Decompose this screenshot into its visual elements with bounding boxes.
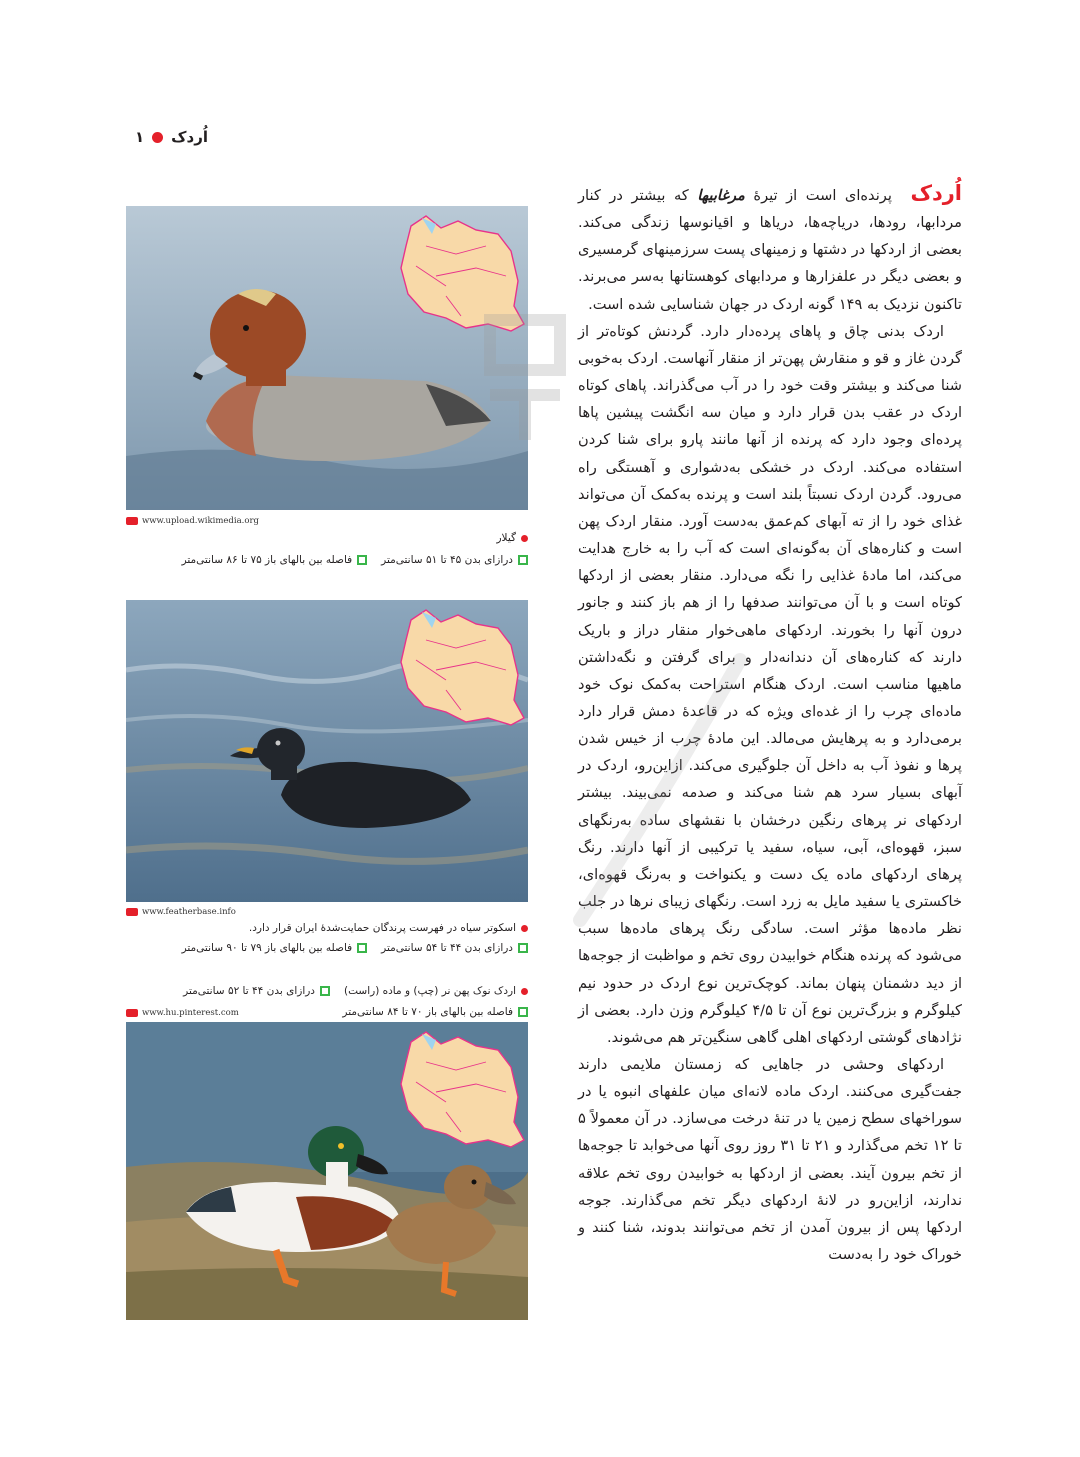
intro-emphasis: مرغابیها <box>697 187 745 204</box>
red-bullet-icon <box>521 535 528 542</box>
green-square-icon <box>518 1007 528 1017</box>
article-body <box>578 180 962 1268</box>
photo-black-scoter <box>126 600 528 902</box>
intro-after: که بیشتر در کنار مردابها، رودها، دریاچه‌ها، دریاها و اقیانوسها زندگی می‌کند. بعضی از اردکها در دشتها و زمینهای پست سرزمینهای گرمسیری و بعضی دیگر در علفزارها و مردابهای کوهستانها به‌سر می‌برند. تاکنون نزدیک به ۱۴۹ گونه اردک در جهان شناسایی شده است. <box>578 187 962 313</box>
header-title: اُردک <box>171 128 208 146</box>
photo-credit-1 <box>126 514 259 528</box>
body-length: درازای بدن ۴۵ تا ۵۱ سانتی‌متر <box>381 554 513 566</box>
green-square-icon <box>357 555 367 565</box>
camera-icon <box>126 517 138 525</box>
green-square-icon <box>518 943 528 953</box>
caption-3-line-2 <box>342 1004 528 1020</box>
photo-credit-2 <box>126 905 236 919</box>
page-number: ۱ <box>135 128 145 146</box>
species-name: اردک نوک پهن نر (چپ) و ماده (راست) <box>344 985 516 997</box>
green-square-icon <box>357 943 367 953</box>
wingspan: فاصله بین بالهای باز ۷۰ تا ۸۴ سانتی‌متر <box>342 1006 513 1018</box>
credit-text: www.featherbase.info <box>142 907 236 917</box>
photo-wigeon <box>126 206 528 510</box>
caption-2-name <box>249 920 528 936</box>
article-intro <box>578 180 962 318</box>
camera-icon <box>126 1009 138 1017</box>
caption-3-line-1 <box>183 983 528 999</box>
species-name: گیلار <box>496 532 516 544</box>
article-paragraph-2: اردک بدنی چاق و پاهای پرده‌دار دارد. گردنش کوتاه‌تر از گردن غاز و قو و منقارش پهن‌تر از منقار آنهاست. اردک به‌خوبی شنا می‌کند و بیشتر وقت خود را در آب می‌گذراند. پاهای کوتاه اردک در عقب بدن قرار دارد و میان سه انگشت پیشین پاها پرده‌ای وجود دارد که پرنده از آنها مانند پارو برای شنا کردن استفاده می‌کند. اردک در خشکی به‌دشواری و آهستگی راه می‌رود. گردن اردک نسبتاً بلند است و پرنده به‌کمک آن می‌تواند غذای خود را از ته آبهای کم‌عمق به‌دست آورد. منقار اردک پهن است و کناره‌های آن به‌گونه‌ای است که آب را به خارج هدایت می‌کند، اما مادهٔ غذایی را نگه می‌دارد. منقار بعضی از اردکها کوتاه است و با آن می‌توانند صدفها را از هم باز کنند و جانور درون آنها را بخورند. اردکهای ماهی‌خوار منقار دراز و باریک دارند که کناره‌های آن دندانه‌دار و برای گرفتن و نگه‌داشتن ماهیها مناسب است. اردک هنگام استراحت به‌کمک نوک خود ماده‌ای چرب را از غده‌ای ویژه که در قاعدهٔ دمش قرار دارد برمی‌دارد و به پرهایش می‌مالد. این مادهٔ چرب از خیس شدن پرها و نفوذ آب به داخل آن جلوگیری می‌کند. ازاین‌رو، اردک در آبهای بسیار سرد هم شنا می‌کند و صدمه نمی‌بیند. بیشتر اردکهای نر پرهای رنگین درخشان با نقشهای ساده به‌رنگهای سبز، قهوه‌ای، آبی، سیاه، سفید یا ترکیبی از آنها دارند. رنگ پرهای اردکهای ماده یک دست و یکنواخت و به‌رنگ قهوه‌ای، خاکستری یا سفید مایل به زرد است. رنگهای زیبای نرها در جلب نظر ماده‌ها مؤثر است. سادگی رنگ پرهای ماده‌ها سبب می‌شود که پرنده هنگام خوابیدن روی تخم و مواظبت از جوجه‌ها از دید دشمنان پنهان بماند. کوچک‌ترین نوع اردک در حدود نیم کیلوگرم و بزرگ‌ترین نوع آن تا ۴/۵ کیلوگرم وزن دارد. بعضی از نژادهای گوشتی اردکهای اهلی گاهی سنگین‌تر هم می‌شوند. <box>578 322 962 1046</box>
intro-before: پرنده‌ای است از تیرهٔ <box>753 187 892 204</box>
red-bullet-icon <box>521 925 528 932</box>
article-paragraph-3: اردکهای وحشی در جاهایی که زمستان ملایمی دارند جفت‌گیری می‌کنند. اردک ماده لانه‌ای میان علفهای انبوه یا در سوراخهای سطح زمین یا در تنهٔ درخت می‌سازد. در آن معمولاً ۵ تا ۱۲ تخم می‌گذارد و ۲۱ تا ۳۱ روز روی آنها می‌خوابد تا جوجه‌ها از تخم بیرون آیند. بعضی از اردکها به خوابیدن روی تخم علاقه ندارند، ازاین‌رو در لانهٔ اردکهای دیگر تخم می‌گذارند. جوجه اردکها پس از بیرون آمدن از تخم می‌توانند بدوند، شنا کنند و خوراک خود را به‌دست <box>578 1056 962 1264</box>
body-length: درازای بدن ۴۴ تا ۵۴ سانتی‌متر <box>381 942 513 954</box>
article-title: اُردک <box>910 181 963 205</box>
caption-2-measure <box>182 940 528 956</box>
credit-text: www.hu.pinterest.com <box>142 1008 239 1018</box>
caption-1-measure <box>182 552 528 568</box>
camera-icon <box>126 908 138 916</box>
credit-text: www.upload.wikimedia.org <box>142 516 259 526</box>
header-bullet-icon <box>152 132 163 143</box>
photo-shoveler <box>126 1022 528 1320</box>
wingspan: فاصله بین بالهای باز ۷۹ تا ۹۰ سانتی‌متر <box>181 942 353 954</box>
green-square-icon <box>518 555 528 565</box>
photo-credit-3 <box>126 1006 239 1020</box>
body-length: درازای بدن ۴۴ تا ۵۲ سانتی‌متر <box>183 985 315 997</box>
caption-1-name <box>496 530 528 546</box>
wingspan: فاصله بین بالهای باز ۷۵ تا ۸۶ سانتی‌متر <box>181 554 353 566</box>
page-header <box>118 123 208 151</box>
species-name: اسکوتر سیاه در فهرست پرندگان حمایت‌شدهٔ ایران قرار دارد. <box>248 922 516 934</box>
red-bullet-icon <box>521 988 528 995</box>
green-square-icon <box>320 986 330 996</box>
